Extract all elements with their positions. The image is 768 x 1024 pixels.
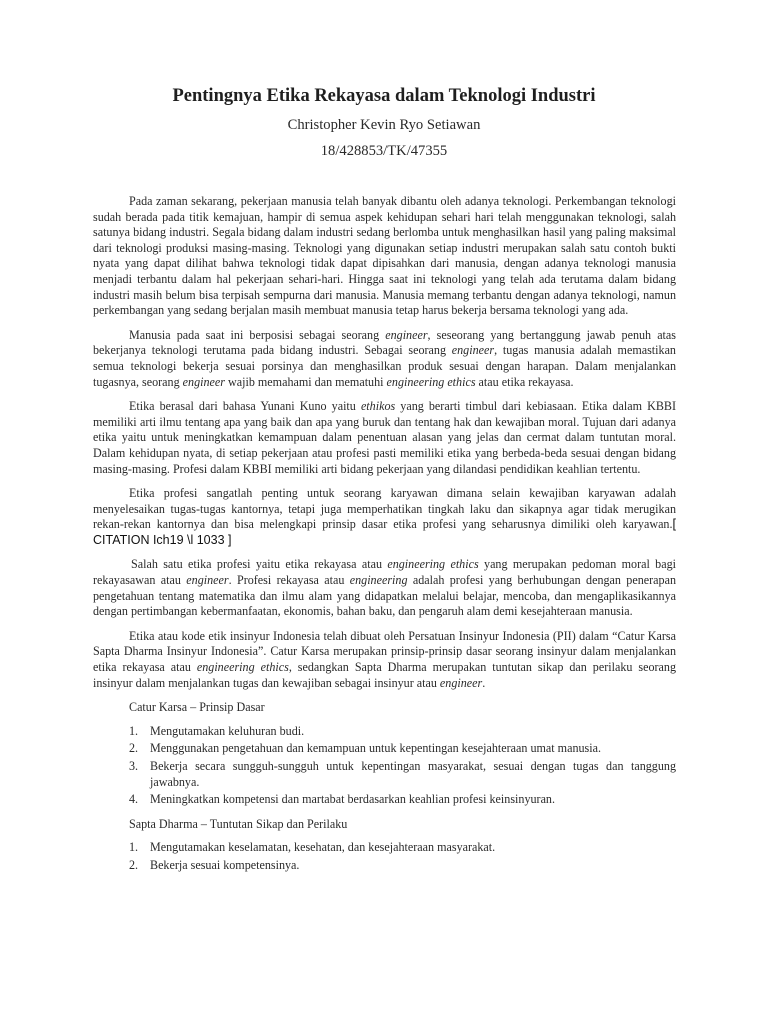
paragraph-professional-ethics: Etika profesi sangatlah penting untuk seorang karyawan dimana selain kewajiban karyawan adalah menyelesaikan tugas-tugas kantornya, tetapi juga memperhatikan tingkah laku dan sikapnya agar tidak merugikan rekan-rekan kantornya dan bisa melengkapi prinsip dasar etika profesi yang seharusnya dimiliki oleh karyawan.[ CITATION Ich19 \l 1033 ] [93, 486, 676, 547]
list-item: 2. Bekerja sesuai kompetensinya. [129, 857, 300, 872]
student-id: 18/428853/TK/47355 [320, 143, 448, 159]
list-item: 1. Mengutamakan keselamatan, kesehatan, dan kesejahteraan masyarakat. [129, 840, 496, 855]
list-item: 4. Meningkatkan kompetensi dan martabat berdasarkan keahlian profesi keinsinyuran. [129, 792, 556, 807]
paragraph-intro: Pada zaman sekarang, pekerjaan manusia telah banyak dibantu oleh adanya teknologi. Perkembangan teknologi sudah berada pada titik kemajuan, hampir di semua aspek kehidupan sehari hari telah menggunakan teknologi, salah satunya bidang industri. Segala bidang dalam industri sedang berlomba untuk menghasilkan hasil yang paling maksimal dari teknologi produksi masing-masing. Teknologi yang digunakan setiap industri merupakan salah satu contoh bukti nyata yang dapat dilihat bahwa teknologi tidak dapat dipisahkan dari manusia, dengan adanya teknologi manusia menjadi terbantu dalam hal pekerjaan sehari-hari. Hingga saat ini teknologi yang telah ada terutama dalam bidang industri masih belum bisa terpisah sempurna dari manusia. Manusia memang terbantu dengan adanya teknologi, namun perkembangan yang sedang berjalan masih membuat manusia tetap harus bekerja bersama teknologi yang ada. [93, 194, 676, 318]
citation-field: [ CITATION Ich19 \l 1033 ] [93, 517, 676, 547]
document-title: Pentingnya Etika Rekayasa dalam Teknologi Industri [172, 86, 596, 106]
list-item: 3. Bekerja secara sungguh-sungguh untuk kepentingan masyarakat, sesuai dengan tugas dan tanggung jawabnya. [129, 759, 676, 789]
list-item: 2. Menggunakan pengetahuan dan kemampuan untuk kepentingan kesejahteraan umat manusia. [129, 741, 602, 756]
sapta-dharma-list [93, 840, 676, 873]
catur-karsa-heading: Catur Karsa – Prinsip Dasar [129, 700, 265, 715]
paragraph-engineering-ethics: Salah satu etika profesi yaitu etika rekayasa atau engineering ethics yang merupakan pedoman moral bagi rekayasawan atau engineer. Profesi rekayasa atau engineering adalah profesi yang berhubungan dengan penerapan pengetahuan tentang matematika dan ilmu alam yang didapatkan melalui belajar, mencoba, dan mengaplikasikannya dengan pertimbangan kebermanfaatan, ekonomis, bahan baku, dan pengaruh alam demi kesejahteraan manusia. [93, 557, 677, 619]
list-item: 1. Mengutamakan keluhuran budi. [129, 723, 305, 738]
paragraph-ethics: Etika berasal dari bahasa Yunani Kuno yaitu ethikos yang berarti timbul dari kebiasaan. Etika dalam KBBI memiliki arti ilmu tentang apa yang baik dan apa yang buruk dan tentang hak dan kewajiban moral. Tujuan dari adanya etika yaitu untuk meningkatkan kemampuan dalam penentuan alasan yang jelas dan cermat dalam tuntutan moral. Dalam kehidupan nyata, di setiap pekerjaan atau profesi pasti memiliki etika yang berbeda-beda sesuai dengan bidang masing-masing. Profesi dalam KBBI memiliki arti bidang pekerjaan yang dilandasi pendidikan keahlian tertentu. [93, 399, 676, 476]
author-name: Christopher Kevin Ryo Setiawan [287, 117, 481, 133]
paragraph-engineer: Manusia pada saat ini berposisi sebagai seorang engineer, seseorang yang bertanggung jawab penuh atas bekerjanya teknologi terutama pada bidang industri. Sebagai seorang engineer, tugas manusia adalah memastikan semua teknologi bekerja sesuai porsinya dan menghasilkan produk sesuai dengan harapan. Dalam menjalankan tugasnya, seorang engineer wajib memahami dan mematuhi engineering ethics atau etika rekayasa. [93, 327, 676, 389]
document-body [93, 194, 676, 883]
catur-karsa-list [93, 724, 676, 808]
paragraph-pii: Etika atau kode etik insinyur Indonesia telah dibuat oleh Persatuan Insinyur Indonesia (PII) dalam “Catur Karsa Sapta Dharma Insinyur Indonesia”. Catur Karsa merupakan prinsip-prinsip dasar seorang insinyur dalam menjalankan etika rekayasa atau engineering ethics, sedangkan Sapta Dharma merupakan tuntutan sikap dan perilaku seorang insinyur dalam menjalankan tugas dan kewajiban sebagai insinyur atau engineer. [93, 628, 677, 690]
sapta-dharma-heading: Sapta Dharma – Tuntutan Sikap dan Perilaku [129, 816, 348, 831]
